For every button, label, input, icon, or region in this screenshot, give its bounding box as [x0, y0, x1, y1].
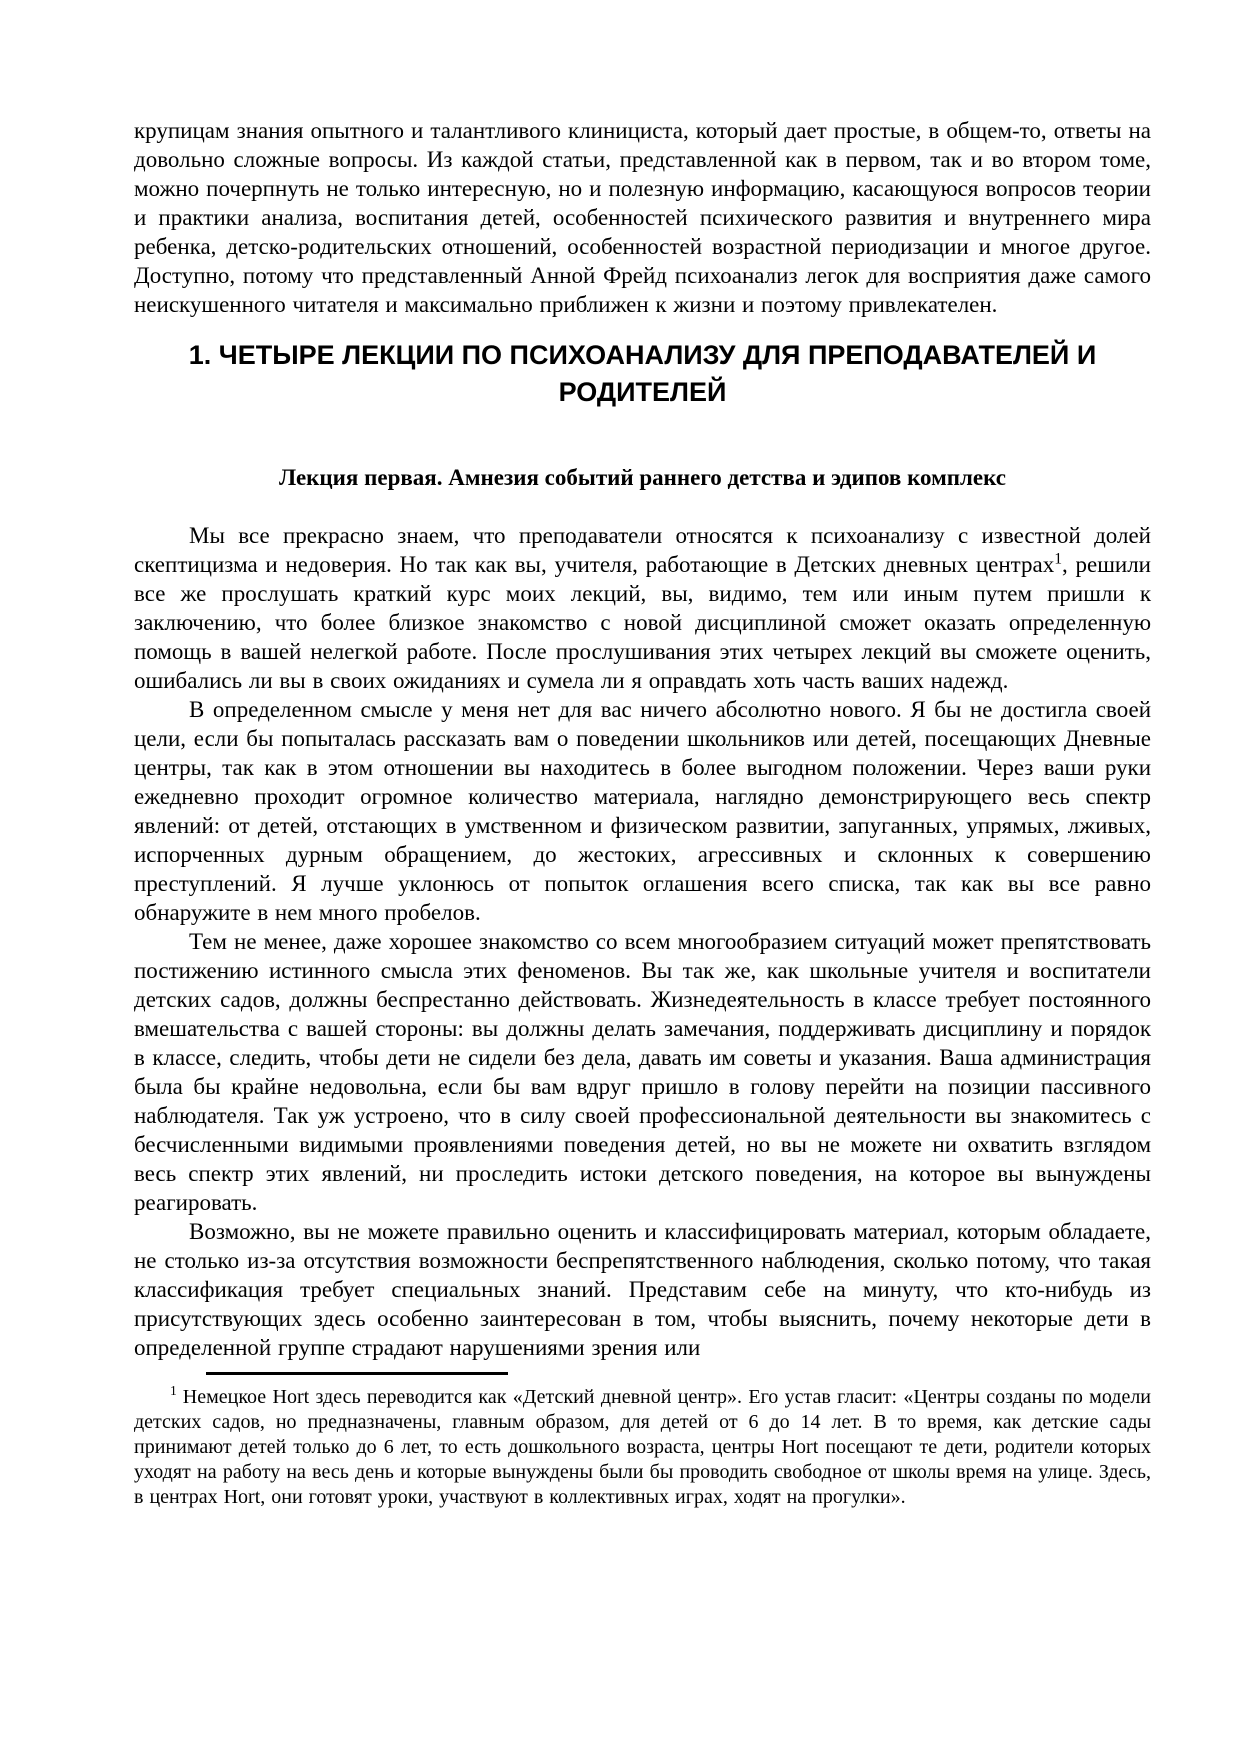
paragraph-possibly: Возможно, вы не можете правильно оценить и классифицировать материал, которым обладаете, не столько из-за отсутствия возможности беспрепятственного наблюдения, сколько потому, что такая классификация требует специальных знаний. Представим себе на минуту, что кто-нибудь из присутствующих здесь особенно заинтересован в том, чтобы выяснить, почему некоторые дети в определенной группе страдают нарушениями зрения или	[134, 1219, 1151, 1360]
paragraph-nevertheless: Тем не менее, даже хорошее знакомство со всем многообразием ситуаций может препятствовать постижению истинного смысла этих феноменов. Вы так же, как школьные учителя и воспитатели детских садов, должны беспрестанно действовать. Жизнедеятельность в классе требует постоянного вмешательства с вашей стороны: вы должны делать замечания, поддерживать дисциплину и порядок в классе, следить, чтобы дети не сидели без дела, давать им советы и указания. Ваша администрация была бы крайне недовольна, если бы вам вдруг пришло в голову перейти на позиции пассивного наблюдателя. Так уж устроено, что в силу своей профессиональной деятельности вы знакомитесь с бесчисленными видимыми проявлениями поведения детей, но вы не можете ни охватить взглядом весь спектр этих явлений, ни проследить истоки детского поведения, на которое вы вынуждены реагировать.	[134, 929, 1151, 1215]
paragraph-teachers-text-after-ref: , решили все же прослушать краткий курс моих лекций, вы, видимо, тем или иным путем пришли к заключению, что более близкое знакомство с новой дисциплиной сможет оказать определенную помощь в вашей нелегкой работе. После прослушивания этих четырех лекций вы сможете оценить, ошибались ли вы в своих ожиданиях и сумела ли я оправдать хоть часть ваших надежд.	[134, 552, 1151, 693]
chapter-heading: 1. ЧЕТЫРЕ ЛЕКЦИИ ПО ПСИХОАНАЛИЗУ ДЛЯ ПРЕПОДАВАТЕЛЕЙ И РОДИТЕЛЕЙ	[188, 340, 1097, 407]
intro-paragraph: крупицам знания опытного и талантливого клинициста, который дает простые, в общем-то, ответы на довольно сложные вопросы. Из каждой статьи, представленной как в первом, так и во втором томе, можно почерпнуть не только интересную, но и полезную информацию, касающуюся вопросов теории и практики анализа, воспитания детей, особенностей психического развития и внутреннего мира ребенка, детско-родительских отношений, особенностей возрастной периодизации и многое другое. Доступно, потому что представленный Анной Фрейд психоанализ легок для восприятия даже самого неискушенного читателя и максимально приближен к жизни и поэтому привлекателен.	[134, 118, 1151, 317]
footnote-separator-line	[206, 1372, 508, 1375]
footnote	[134, 1385, 1151, 1510]
footnote-text: Немецкое Hort здесь переводится как «Детский дневной центр». Его устав гласит: «Центры созданы по модели детских садов, но предназначены, главным образом, для детей от 6 до 14 лет. В то время, как детские сады принимают детей только до 6 лет, то есть дошкольного возраста, центры Hort посещают те дети, родители которых уходят на работу на весь день и которые вынуждены были бы проводить свободное от школы время на улице. Здесь, в центрах Hort, они готовят уроки, участвуют в коллективных играх, ходят на прогулки».	[134, 1386, 1151, 1508]
paragraph-teachers	[134, 521, 1151, 695]
paragraph-teachers-text-before-ref: Мы все прекрасно знаем, что преподаватели относятся к психоанализу с известной долей скептицизма и недоверия. Но так как вы, учителя, работающие в Детских дневных центрах	[134, 523, 1151, 577]
footnote-reference-marker: 1	[1054, 550, 1063, 568]
paragraph-nothing-new: В определенном смысле у меня нет для вас ничего абсолютно нового. Я бы не достигла своей цели, если бы попыталась рассказать вам о поведении школьников или детей, посещающих Дневные центры, так как в этом отношении вы находитесь в более выгодном положении. Через ваши руки ежедневно проходит огромное количество материала, наглядно демонстрирующего весь спектр явлений: от детей, отстающих в умственном и физическом развитии, запуганных, упрямых, лживых, испорченных дурным обращением, до жестоких, агрессивных и склонных к совершению преступлений. Я лучше уклонюсь от попыток оглашения всего списка, так как вы все равно обнаружите в нем много пробелов.	[134, 697, 1151, 925]
lecture-subheading: Лекция первая. Амнезия событий раннего детства и эдипов комплекс	[278, 465, 1007, 490]
footnote-number: 1	[170, 1383, 177, 1399]
